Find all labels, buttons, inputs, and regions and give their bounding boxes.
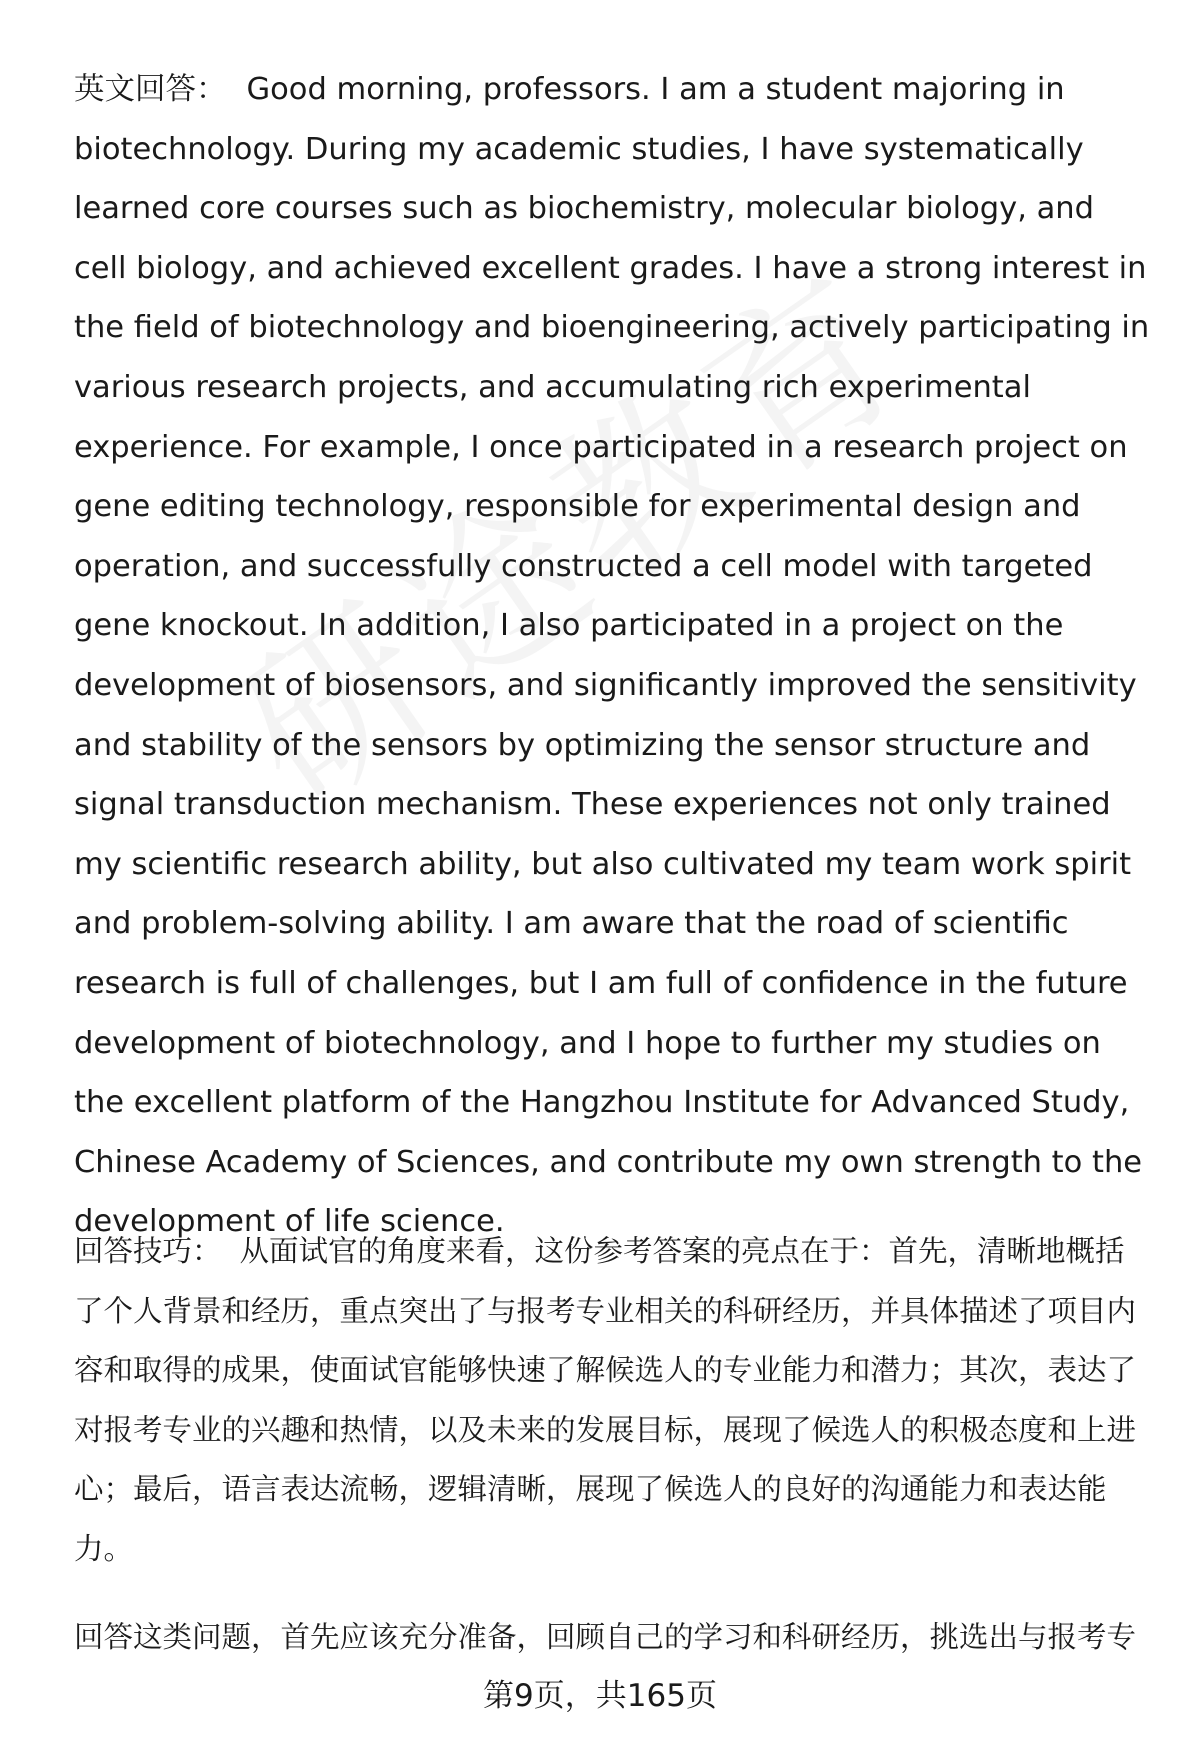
english-answer-label: 英文回答：: [74, 72, 227, 107]
english-answer-paragraph: [74, 60, 1154, 1252]
closing-paragraph: 回答这类问题，首先应该充分准备，回顾自己的学习和科研经历，挑选出与报考专: [74, 1620, 1137, 1654]
answer-tips-text: 从面试官的角度来看，这份参考答案的亮点在于：首先，清晰地概括了个人背景和经历，重点突出了与报考专业相关的科研经历，并具体描述了项目内容和取得的成果，使面试官能够快速了解候选人的专业能力和潜力；其次，表达了对报考专业的兴趣和热情，以及未来的发展目标，展现了候选人的积极态度和上进心；最后，语言表达流畅，逻辑清晰，展现了候选人的良好的沟通能力和表达能力。: [74, 1234, 1137, 1566]
english-answer-text: Good morning, professors. I am a student majoring in biotechnology. During my academic studies, I have systematically learned core courses such as biochemistry, molecular biology, and cell biology, and achieved excellent grades. I have a strong interest in the field of biotechnology and bioengineering, actively participating in various research projects, and accumulating rich experimental experience. For example, I once participated in a research project on gene editing technology, responsible for experimental design and operation, and successfully constructed a cell model with targeted gene knockout. In addition, I also participated in a project on the development of biosensors, and significantly improved the sensitivity and stability of the sensors by optimizing the sensor structure and signal transduction mechanism. These experiences not only trained my scientific research ability, but also cultivated my team work spirit and problem-solving ability. I am aware that the road of scientific research is full of challenges, but I am full of confidence in the future development of biotechnology, and I hope to further my studies on the excellent platform of the Hangzhou Institute for Advanced Study, Chinese Academy of Sciences, and contribute my own strength to the development of life science.: [74, 72, 1150, 1240]
answer-tips-paragraph: [74, 1222, 1154, 1580]
answer-tips-label: 回答技巧：: [74, 1234, 222, 1268]
page-indicator: 第9页，共165页: [483, 1678, 717, 1714]
